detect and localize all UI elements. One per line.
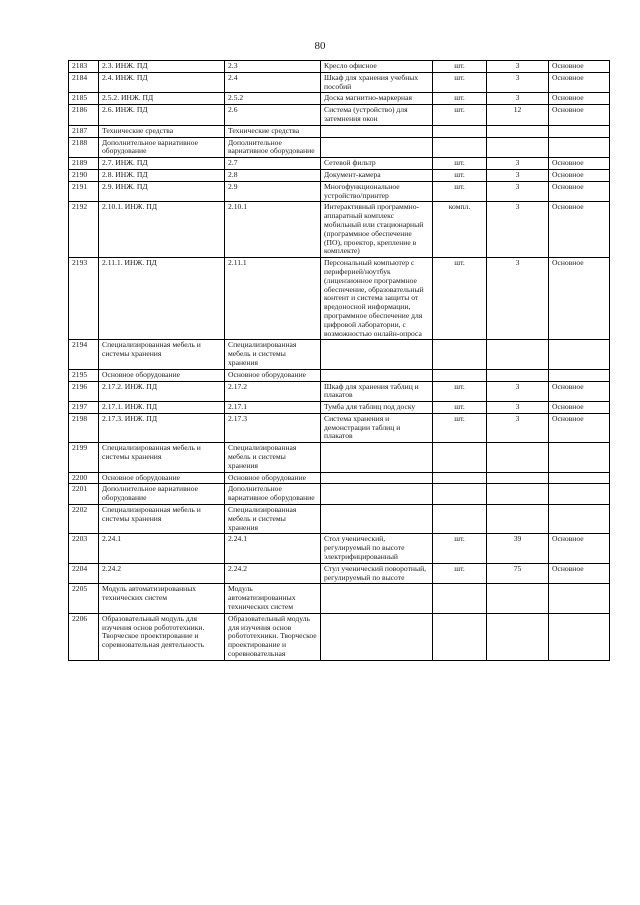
equipment-type-cell <box>549 484 610 505</box>
item-name-cell: Многофункциональное устройство/принтер <box>321 181 433 202</box>
unit-cell <box>433 340 487 369</box>
unit-cell: шт. <box>433 563 487 584</box>
item-code-cell: Модуль автоматизированных технических систем <box>99 584 225 613</box>
table-body <box>69 61 610 661</box>
item-name-cell <box>321 137 433 158</box>
table-row <box>69 72 610 93</box>
table-row <box>69 443 610 472</box>
equipment-type-cell: Основное <box>549 61 610 73</box>
unit-cell <box>433 584 487 613</box>
item-code-cell: Образовательный модуль для изучения основ робототехники. Творческое проектирование и соревновательная деятельность <box>99 613 225 660</box>
section-code-cell: Образовательный модуль для изучения основ робототехники. Творческое проектирование и соревновательная <box>225 613 321 660</box>
section-code-cell: 2.17.2 <box>225 381 321 402</box>
item-name-cell: Система (устройство) для затемнения окон <box>321 105 433 126</box>
table-row <box>69 472 610 484</box>
quantity-cell <box>487 484 549 505</box>
equipment-type-cell: Основное <box>549 413 610 442</box>
table-row <box>69 158 610 170</box>
equipment-type-cell <box>549 443 610 472</box>
section-code-cell: Дополнительное вариативное оборудование <box>225 484 321 505</box>
table-row <box>69 258 610 340</box>
row-number-cell: 2197 <box>69 402 99 414</box>
row-number-cell: 2188 <box>69 137 99 158</box>
page-number: 80 <box>314 40 326 52</box>
section-code-cell: Специализированная мебель и системы хранения <box>225 505 321 534</box>
unit-cell: компл. <box>433 202 487 258</box>
quantity-cell <box>487 340 549 369</box>
section-code-cell: 2.17.1 <box>225 402 321 414</box>
section-code-cell: 2.5.2 <box>225 93 321 105</box>
quantity-cell <box>487 472 549 484</box>
equipment-type-cell: Основное <box>549 381 610 402</box>
item-name-cell <box>321 484 433 505</box>
table-row <box>69 105 610 126</box>
row-number-cell: 2191 <box>69 181 99 202</box>
row-number-cell: 2201 <box>69 484 99 505</box>
item-code-cell: Дополнительное вариативное оборудование <box>99 137 225 158</box>
equipment-type-cell <box>549 137 610 158</box>
item-name-cell <box>321 584 433 613</box>
quantity-cell <box>487 137 549 158</box>
row-number-cell: 2185 <box>69 93 99 105</box>
item-code-cell: 2.24.2 <box>99 563 225 584</box>
quantity-cell: 3 <box>487 402 549 414</box>
item-code-cell: 2.17.2. ИНЖ. ПД <box>99 381 225 402</box>
section-code-cell: 2.3 <box>225 61 321 73</box>
equipment-type-cell: Основное <box>549 158 610 170</box>
item-code-cell: 2.7. ИНЖ. ПД <box>99 158 225 170</box>
quantity-cell: 3 <box>487 381 549 402</box>
row-number-cell: 2205 <box>69 584 99 613</box>
quantity-cell <box>487 613 549 660</box>
equipment-type-cell: Основное <box>549 202 610 258</box>
row-number-cell: 2200 <box>69 472 99 484</box>
item-name-cell: Стол ученический, регулируемый по высоте электрифицированный <box>321 534 433 563</box>
item-code-cell: Технические средства <box>99 125 225 137</box>
quantity-cell: 3 <box>487 258 549 340</box>
row-number-cell: 2195 <box>69 369 99 381</box>
row-number-cell: 2193 <box>69 258 99 340</box>
table-row <box>69 369 610 381</box>
item-code-cell: 2.11.1. ИНЖ. ПД <box>99 258 225 340</box>
row-number-cell: 2203 <box>69 534 99 563</box>
unit-cell <box>433 125 487 137</box>
section-code-cell: Дополнительное вариативное оборудование <box>225 137 321 158</box>
quantity-cell: 3 <box>487 72 549 93</box>
item-name-cell <box>321 613 433 660</box>
item-name-cell: Стул ученический поворотный, регулируемый по высоте <box>321 563 433 584</box>
unit-cell: шт. <box>433 105 487 126</box>
section-code-cell: Специализированная мебель и системы хранения <box>225 340 321 369</box>
section-code-cell: Основное оборудование <box>225 369 321 381</box>
equipment-type-cell <box>549 472 610 484</box>
item-code-cell: 2.10.1. ИНЖ. ПД <box>99 202 225 258</box>
unit-cell <box>433 613 487 660</box>
row-number-cell: 2183 <box>69 61 99 73</box>
unit-cell <box>433 472 487 484</box>
equipment-type-cell: Основное <box>549 72 610 93</box>
quantity-cell: 12 <box>487 105 549 126</box>
equipment-type-cell: Основное <box>549 563 610 584</box>
unit-cell: шт. <box>433 413 487 442</box>
unit-cell: шт. <box>433 169 487 181</box>
item-name-cell: Доска магнитно-маркерная <box>321 93 433 105</box>
table-row <box>69 125 610 137</box>
item-code-cell: Специализированная мебель и системы хранения <box>99 505 225 534</box>
section-code-cell: 2.11.1 <box>225 258 321 340</box>
item-name-cell <box>321 505 433 534</box>
table-row <box>69 181 610 202</box>
section-code-cell: Специализированная мебель и системы хранения <box>225 443 321 472</box>
quantity-cell: 3 <box>487 181 549 202</box>
section-code-cell: 2.24.2 <box>225 563 321 584</box>
quantity-cell <box>487 125 549 137</box>
row-number-cell: 2187 <box>69 125 99 137</box>
section-code-cell: 2.9 <box>225 181 321 202</box>
quantity-cell: 3 <box>487 158 549 170</box>
table-row <box>69 402 610 414</box>
quantity-cell: 3 <box>487 61 549 73</box>
unit-cell: шт. <box>433 402 487 414</box>
unit-cell: шт. <box>433 181 487 202</box>
table-row <box>69 202 610 258</box>
table-row <box>69 61 610 73</box>
equipment-type-cell <box>549 340 610 369</box>
quantity-cell <box>487 505 549 534</box>
item-code-cell: 2.17.1. ИНЖ. ПД <box>99 402 225 414</box>
item-name-cell: Система хранения и демонстрации таблиц и плакатов <box>321 413 433 442</box>
equipment-type-cell: Основное <box>549 534 610 563</box>
quantity-cell: 39 <box>487 534 549 563</box>
unit-cell: шт. <box>433 61 487 73</box>
section-code-cell: 2.4 <box>225 72 321 93</box>
table-row <box>69 137 610 158</box>
item-name-cell: Персональный компьютер с периферией/ноутбук (лицензионное программное обеспечение, образовательный контент и система защиты от вредоносной информации, программное обеспечение для цифровой лаборатории, с возможностью онлайн-опроса <box>321 258 433 340</box>
quantity-cell <box>487 443 549 472</box>
item-name-cell <box>321 340 433 369</box>
row-number-cell: 2196 <box>69 381 99 402</box>
quantity-cell: 3 <box>487 169 549 181</box>
row-number-cell: 2206 <box>69 613 99 660</box>
quantity-cell <box>487 584 549 613</box>
item-name-cell <box>321 443 433 472</box>
section-code-cell: 2.7 <box>225 158 321 170</box>
equipment-table <box>68 60 610 661</box>
table-row <box>69 484 610 505</box>
equipment-type-cell <box>549 613 610 660</box>
row-number-cell: 2184 <box>69 72 99 93</box>
section-code-cell: 2.6 <box>225 105 321 126</box>
unit-cell: шт. <box>433 381 487 402</box>
item-code-cell: 2.24.1 <box>99 534 225 563</box>
table-row <box>69 505 610 534</box>
row-number-cell: 2198 <box>69 413 99 442</box>
row-number-cell: 2190 <box>69 169 99 181</box>
equipment-type-cell: Основное <box>549 169 610 181</box>
equipment-type-cell: Основное <box>549 105 610 126</box>
item-name-cell: Тумба для таблиц под доску <box>321 402 433 414</box>
item-name-cell: Шкаф для хранения учебных пособий <box>321 72 433 93</box>
equipment-type-cell <box>549 125 610 137</box>
row-number-cell: 2204 <box>69 563 99 584</box>
equipment-type-cell: Основное <box>549 258 610 340</box>
unit-cell: шт. <box>433 72 487 93</box>
table-row <box>69 534 610 563</box>
item-name-cell <box>321 369 433 381</box>
quantity-cell: 3 <box>487 93 549 105</box>
table-row <box>69 613 610 660</box>
item-code-cell: Основное оборудование <box>99 472 225 484</box>
unit-cell: шт. <box>433 534 487 563</box>
unit-cell <box>433 369 487 381</box>
item-code-cell: Основное оборудование <box>99 369 225 381</box>
equipment-type-cell <box>549 584 610 613</box>
quantity-cell <box>487 369 549 381</box>
table-row <box>69 413 610 442</box>
table-row <box>69 381 610 402</box>
item-code-cell: 2.6. ИНЖ. ПД <box>99 105 225 126</box>
section-code-cell: 2.24.1 <box>225 534 321 563</box>
item-name-cell: Документ-камера <box>321 169 433 181</box>
section-code-cell: 2.10.1 <box>225 202 321 258</box>
item-code-cell: Дополнительное вариативное оборудование <box>99 484 225 505</box>
unit-cell <box>433 484 487 505</box>
item-name-cell <box>321 472 433 484</box>
row-number-cell: 2202 <box>69 505 99 534</box>
item-name-cell <box>321 125 433 137</box>
table-row <box>69 93 610 105</box>
row-number-cell: 2189 <box>69 158 99 170</box>
row-number-cell: 2199 <box>69 443 99 472</box>
item-code-cell: 2.9. ИНЖ. ПД <box>99 181 225 202</box>
unit-cell: шт. <box>433 158 487 170</box>
section-code-cell: Модуль автоматизированных технических систем <box>225 584 321 613</box>
row-number-cell: 2192 <box>69 202 99 258</box>
equipment-type-cell: Основное <box>549 93 610 105</box>
section-code-cell: 2.17.3 <box>225 413 321 442</box>
quantity-cell: 3 <box>487 413 549 442</box>
table-row <box>69 169 610 181</box>
item-code-cell: 2.4. ИНЖ. ПД <box>99 72 225 93</box>
equipment-type-cell: Основное <box>549 181 610 202</box>
equipment-type-cell <box>549 505 610 534</box>
item-name-cell: Шкаф для хранения таблиц и плакатов <box>321 381 433 402</box>
item-code-cell: 2.5.2. ИНЖ. ПД <box>99 93 225 105</box>
unit-cell <box>433 137 487 158</box>
item-code-cell: Специализированная мебель и системы хранения <box>99 443 225 472</box>
item-code-cell: Специализированная мебель и системы хранения <box>99 340 225 369</box>
quantity-cell: 3 <box>487 202 549 258</box>
table-row <box>69 563 610 584</box>
row-number-cell: 2186 <box>69 105 99 126</box>
row-number-cell: 2194 <box>69 340 99 369</box>
table-row <box>69 584 610 613</box>
section-code-cell: Основное оборудование <box>225 472 321 484</box>
item-name-cell: Сетевой фильтр <box>321 158 433 170</box>
unit-cell: шт. <box>433 93 487 105</box>
section-code-cell: Технические средства <box>225 125 321 137</box>
section-code-cell: 2.8 <box>225 169 321 181</box>
item-name-cell: Кресло офисное <box>321 61 433 73</box>
table-row <box>69 340 610 369</box>
equipment-type-cell <box>549 369 610 381</box>
unit-cell: шт. <box>433 258 487 340</box>
quantity-cell: 75 <box>487 563 549 584</box>
item-code-cell: 2.8. ИНЖ. ПД <box>99 169 225 181</box>
item-code-cell: 2.17.3. ИНЖ. ПД <box>99 413 225 442</box>
item-name-cell: Интерактивный программно-аппаратный комплекс мобильный или стационарный (программное обеспечение (ПО), проектор, крепление в комплекте) <box>321 202 433 258</box>
item-code-cell: 2.3. ИНЖ. ПД <box>99 61 225 73</box>
equipment-type-cell: Основное <box>549 402 610 414</box>
unit-cell <box>433 505 487 534</box>
unit-cell <box>433 443 487 472</box>
